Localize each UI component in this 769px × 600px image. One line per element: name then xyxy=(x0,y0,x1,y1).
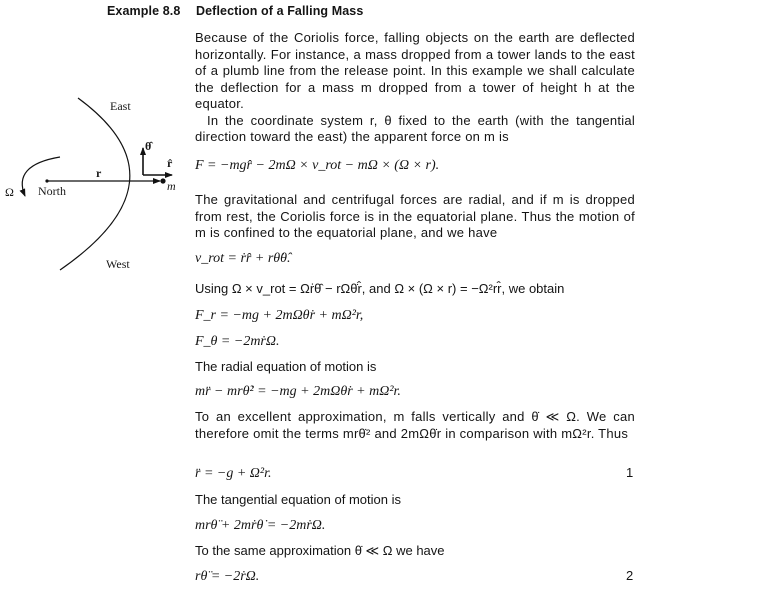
paragraph-intro: Because of the Coriolis force, falling objects on the earth are deflected horizontally. For instance, a mass dropped from a tower lands to the east of a plumb line from the release point. In this example we shall calculate the deflection for a mass m dropped from a tower of height h at the equator. xyxy=(195,30,635,111)
label-west: West xyxy=(106,257,130,271)
paragraph-coordinate-system: In the coordinate system r, θ fixed to the earth (with the tangential direction toward the east) the apparent force on m is xyxy=(195,112,635,144)
equation-1: r̈ = −g + Ω²r. xyxy=(195,466,272,481)
paragraph-equatorial-plane: The gravitational and centrifugal forces are radial, and if m is dropped from rest, the Coriolis force is in the equatorial plane. Thus the motion of m is confined to the equatorial plane, and we have xyxy=(195,192,635,240)
line-tangential-equation: The tangential equation of motion is xyxy=(195,492,401,507)
equation-number-2: 2 xyxy=(626,568,634,583)
label-omega: Ω xyxy=(5,185,14,199)
label-east: East xyxy=(110,99,131,113)
earth-surface-arc xyxy=(60,98,130,270)
equation-Ftheta: F_θ = −2mṙΩ. xyxy=(195,334,280,349)
equation-vrot: v_rot = ṙr̂ + rθ̇θ̂. xyxy=(195,251,291,266)
equation-Fr: F_r = −mg + 2mΩθ̇r + mΩ²r, xyxy=(195,308,364,323)
label-north: North xyxy=(38,184,66,198)
equation-tangential-motion: mrθ̈ + 2mṙθ̇ = −2mṙΩ. xyxy=(195,518,326,533)
coriolis-diagram xyxy=(0,90,195,280)
line-same-approximation: To the same approximation θ̇ ≪ Ω we have xyxy=(195,543,445,558)
line-radial-equation: The radial equation of motion is xyxy=(195,359,377,374)
example-number: Example 8.8 xyxy=(107,4,181,18)
mass-point xyxy=(160,178,165,183)
approximation-block xyxy=(195,409,635,442)
equation-2: rθ̈ = −2ṙΩ. xyxy=(195,569,260,584)
equation-radial-motion: mr̈ − mrθ̇² = −mg + 2mΩθ̇r + mΩ²r. xyxy=(195,384,401,399)
paragraph-approximation: To an excellent approximation, m falls vertically and θ̇ ≪ Ω. We can therefore omit the terms mrθ̇² and 2mΩθ̇r in comparison with mΩ²r. Thus xyxy=(195,409,635,441)
equation-force: F = −mgr̂ − 2mΩ × v_rot − mΩ × (Ω × r). xyxy=(195,158,440,173)
line-using: Using Ω × v_rot = Ωṙθ̂ − rΩθ̇r̂, and Ω × (Ω × r) = −Ω²rr̂, we obtain xyxy=(195,281,565,296)
label-mass: m xyxy=(167,179,176,193)
equation-number-1: 1 xyxy=(626,465,634,480)
label-r-hat: r̂ xyxy=(167,156,173,170)
example-title: Deflection of a Falling Mass xyxy=(196,4,364,18)
label-theta-hat: θ̂ xyxy=(145,139,152,153)
label-r-vector: r xyxy=(96,166,102,180)
radial-forces-block xyxy=(195,192,635,242)
example-heading xyxy=(107,4,363,18)
intro-block xyxy=(195,30,635,146)
